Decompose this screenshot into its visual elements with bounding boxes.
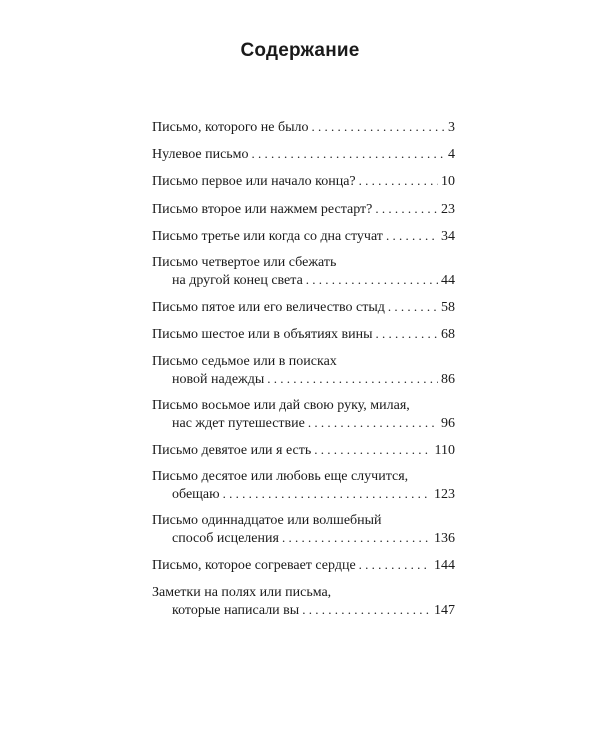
dot-leader	[359, 172, 438, 189]
dot-leader	[223, 485, 431, 502]
toc-entry	[152, 298, 455, 316]
dot-leader	[306, 271, 438, 288]
dot-leader	[314, 441, 431, 458]
toc-entry	[152, 254, 455, 289]
toc-entry-title: Письмо пятое или его величество стыд	[152, 300, 385, 316]
toc-page-number: 58	[441, 300, 455, 316]
toc-entry	[152, 468, 455, 503]
toc-page-number: 3	[448, 120, 455, 135]
toc-entry	[152, 397, 455, 432]
table-of-contents	[152, 118, 455, 628]
toc-entry	[152, 441, 455, 459]
dot-leader	[267, 370, 438, 387]
toc-page-number: 34	[441, 228, 455, 244]
toc-page-number: 86	[441, 371, 455, 387]
toc-entry-title-continued: новой надежды	[172, 371, 265, 387]
toc-page-number: 23	[441, 201, 455, 217]
toc-entry	[152, 227, 455, 245]
toc-entry	[152, 584, 455, 619]
toc-entry-title: Письмо третье или когда со дна стучат	[152, 228, 383, 244]
dot-leader	[308, 414, 438, 431]
toc-entry	[152, 172, 455, 190]
toc-page-number: 44	[441, 272, 455, 288]
dot-leader	[386, 227, 438, 244]
page-title: Содержание	[240, 40, 360, 61]
dot-leader	[252, 145, 445, 162]
toc-entry-title: Письмо десятое или любовь еще случится,	[152, 469, 409, 485]
toc-page-number: 10	[441, 174, 455, 190]
toc-entry-title-continued: обещаю	[172, 487, 220, 503]
toc-entry-title: Нулевое письмо	[152, 147, 249, 163]
dot-leader	[388, 298, 438, 315]
toc-entry-title-continued: на другой конец света	[172, 272, 303, 288]
toc-entry	[152, 556, 455, 574]
toc-entry-title-continued: способ исцеления	[172, 531, 279, 547]
toc-page-number: 4	[448, 147, 455, 163]
toc-entry-title: Письмо четвертое или сбежать	[152, 254, 337, 270]
toc-page-number: 96	[441, 415, 455, 431]
toc-entry	[152, 353, 455, 388]
toc-entry-title: Письмо девятое или я есть	[152, 442, 312, 458]
toc-entry-title: Заметки на полях или письма,	[152, 584, 332, 600]
toc-entry-title-continued: которые написали вы	[172, 602, 300, 618]
toc-page-number: 68	[441, 327, 455, 343]
toc-entry-title: Письмо седьмое или в поисках	[152, 353, 337, 369]
toc-entry	[152, 118, 455, 136]
toc-entry	[152, 325, 455, 343]
dot-leader	[302, 601, 431, 618]
toc-page-number: 123	[434, 487, 455, 503]
toc-entry-title: Письмо восьмое или дай свою руку, милая,	[152, 397, 410, 413]
dot-leader	[312, 118, 445, 135]
toc-entry	[152, 145, 455, 163]
toc-page-number: 136	[434, 531, 455, 547]
toc-entry-title-continued: нас ждет путешествие	[172, 415, 305, 431]
toc-entry	[152, 200, 455, 218]
dot-leader	[375, 200, 438, 217]
toc-entry-title: Письмо шестое или в объятиях вины	[152, 327, 373, 343]
toc-entry-title: Письмо, которое согревает сердце	[152, 558, 356, 574]
toc-entry-title: Письмо второе или нажмем рестарт?	[152, 201, 373, 217]
toc-page-number: 147	[434, 602, 455, 618]
dot-leader	[282, 529, 431, 546]
toc-page-number: 110	[434, 442, 455, 458]
toc-entry-title: Письмо, которого не было	[152, 120, 309, 135]
dot-leader	[376, 325, 438, 342]
toc-page-number: 144	[434, 558, 455, 574]
dot-leader	[359, 556, 431, 573]
toc-entry	[152, 512, 455, 547]
toc-entry-title: Письмо одиннадцатое или волшебный	[152, 513, 382, 529]
toc-entry-title: Письмо первое или начало конца?	[152, 174, 356, 190]
